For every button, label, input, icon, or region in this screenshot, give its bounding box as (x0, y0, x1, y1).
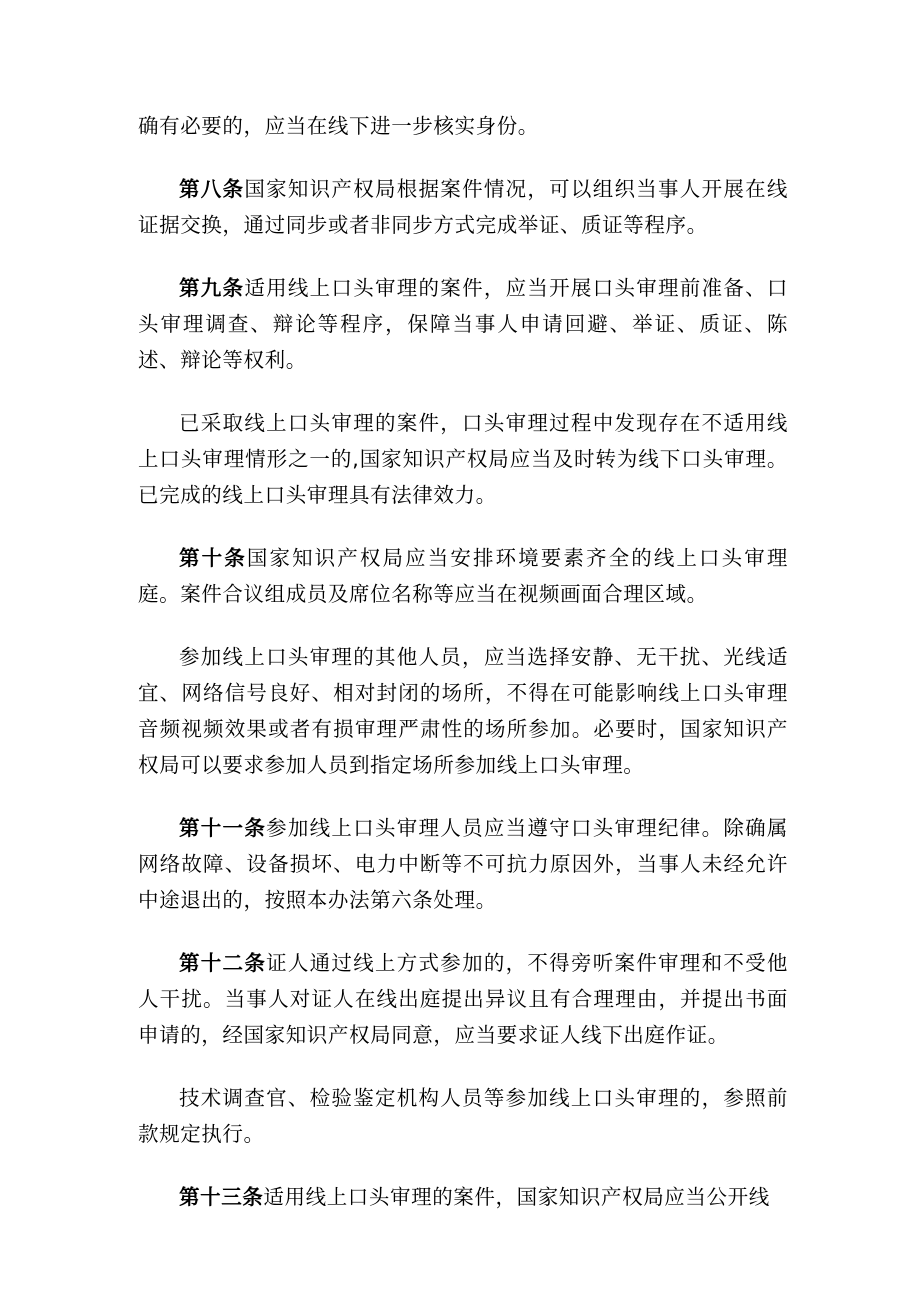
article-heading: 第十一条 (179, 816, 267, 840)
paragraph-article-8 (138, 171, 788, 243)
paragraph-text: 国家知识产权局应当安排环境要素齐全的线上口头审理庭。案件合议组成员及席位名称等应当在视频画面合理区域。 (138, 546, 788, 606)
paragraph-text: 技术调查官、检验鉴定机构人员等参加线上口头审理的，参照前款规定执行。 (138, 1086, 788, 1146)
paragraph-article-12 (138, 945, 788, 1053)
paragraph-article-9-cont (138, 405, 788, 513)
paragraph-article-11 (138, 810, 788, 918)
paragraph-text: 国家知识产权局根据案件情况，可以组织当事人开展在线证据交换，通过同步或者非同步方式完成举证、质证等程序。 (138, 177, 788, 237)
article-heading: 第十二条 (179, 951, 267, 975)
paragraph-article-12-cont (138, 1080, 788, 1152)
paragraph-text: 确有必要的，应当在线下进一步核实身份。 (138, 114, 539, 138)
paragraph-text: 参加线上口头审理的其他人员，应当选择安静、无干扰、光线适宜、网络信号良好、相对封闭的场所，不得在可能影响线上口头审理音频视频效果或者有损审理严肃性的场所参加。必要时，国家知识产权局可以要求参加人员到指定场所参加线上口头审理。 (138, 645, 788, 777)
document-body (138, 108, 788, 1242)
paragraph-text: 适用线上口头审理的案件，国家知识产权局应当公开线 (263, 1185, 770, 1209)
paragraph-text: 证人通过线上方式参加的，不得旁听案件审理和不受他人干扰。当事人对证人在线出庭提出异议且有合理理由，并提出书面申请的，经国家知识产权局同意，应当要求证人线下出庭作证。 (138, 951, 789, 1047)
paragraph-text: 适用线上口头审理的案件，应当开展口头审理前准备、口头审理调查、辩论等程序，保障当事人申请回避、举证、质证、陈述、辩论等权利。 (138, 276, 788, 372)
paragraph-continuation (138, 108, 788, 144)
article-heading: 第九条 (179, 276, 245, 300)
paragraph-article-13 (138, 1179, 788, 1215)
paragraph-text: 已采取线上口头审理的案件，口头审理过程中发现存在不适用线上口头审理情形之一的,国家知识产权局应当及时转为线下口头审理。已完成的线上口头审理具有法律效力。 (138, 411, 788, 507)
article-heading: 第十三条 (179, 1185, 264, 1209)
paragraph-text: 参加线上口头审理人员应当遵守口头审理纪律。除确属网络故障、设备损坏、电力中断等不可抗力原因外，当事人未经允许中途退出的，按照本办法第六条处理。 (138, 816, 789, 912)
paragraph-article-9 (138, 270, 788, 378)
article-heading: 第八条 (179, 177, 245, 201)
article-heading: 第十条 (179, 546, 247, 570)
paragraph-article-10 (138, 540, 788, 612)
paragraph-article-10-cont (138, 639, 788, 783)
